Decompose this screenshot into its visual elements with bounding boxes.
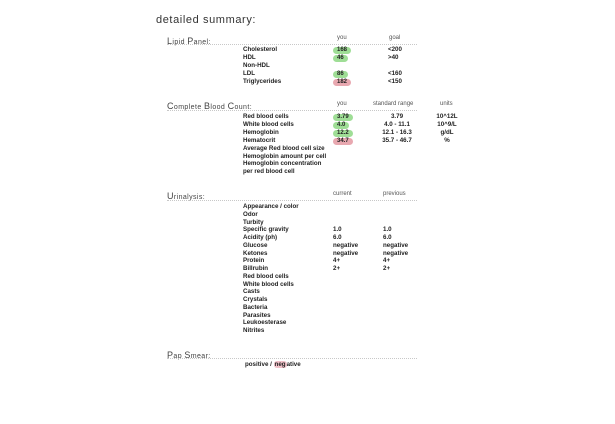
lipid-row-goal: >40 <box>388 53 399 61</box>
cbc-col-you: you <box>337 101 347 107</box>
cbc-row-label: Hematocrit <box>243 136 276 144</box>
urinalysis-col-current: current <box>333 191 352 197</box>
urinalysis-row-label: Nitrites <box>243 327 265 334</box>
urinalysis-row-previous: negative <box>383 241 409 249</box>
lipid-col-you: you <box>337 35 347 41</box>
pap-result: positive / negative <box>245 361 301 368</box>
cbc-divider <box>167 110 417 111</box>
urinalysis-row-current: 6.0 <box>333 234 342 241</box>
cbc-row-label: Hemoglobin concentration <box>243 160 322 168</box>
lipid-row-value <box>333 54 348 62</box>
urinalysis-row-label: Casts <box>243 288 260 296</box>
cbc-row-range: 4.0 - 11.1 <box>384 120 410 128</box>
urinalysis-row-label: Ketones <box>243 249 268 257</box>
urinalysis-row-label: Leukoesterase <box>243 319 287 327</box>
urinalysis-row-label: Protein <box>243 257 265 265</box>
urinalysis-row-current: 4+ <box>333 257 341 265</box>
cbc-row-value-pill: 12.2 <box>333 130 353 137</box>
cbc-row-units: 10^9/L <box>437 120 457 128</box>
urinalysis-col-previous: previous <box>383 191 406 197</box>
urinalysis-row-label: Specific gravity <box>243 226 289 234</box>
urinalysis-row-label: Crystals <box>243 296 268 303</box>
cbc-title: Complete Blood Count: <box>167 101 253 111</box>
urinalysis-row-previous: 6.0 <box>383 234 392 241</box>
lipid-row-label: LDL <box>243 69 256 77</box>
urinalysis-row-label: Billrubin <box>243 265 269 272</box>
lipid-row-value <box>333 46 351 54</box>
lipid-row-label: HDL <box>243 53 256 61</box>
urinalysis-divider <box>167 200 417 201</box>
page-title: detailed summary: <box>156 14 257 26</box>
cbc-row-value <box>333 113 353 121</box>
lipid-row-value-pill: 182 <box>333 79 351 86</box>
cbc-row-label: Hemoglobin <box>243 128 279 136</box>
cbc-col-range: standard range <box>373 101 414 107</box>
cbc-row-label: Red blood cells <box>243 113 289 120</box>
cbc-row-label: Average Red blood cell size <box>243 144 325 152</box>
cbc-row-range: 35.7 - 46.7 <box>382 136 412 144</box>
urinalysis-row-label: White blood cells <box>243 280 294 288</box>
lipid-row-label: Triglycerides <box>243 77 282 85</box>
lipid-row-value-pill: 86 <box>333 71 348 78</box>
cbc-row-value <box>333 129 353 137</box>
urinalysis-row-label: Parasites <box>243 311 271 319</box>
cbc-row-range: 3.79 <box>390 113 404 120</box>
urinalysis-row-previous: negative <box>383 249 409 257</box>
lipid-row-value <box>333 70 348 78</box>
lipid-row-value-pill: 46 <box>333 55 348 62</box>
urinalysis-row-current: negative <box>333 249 359 257</box>
pap-smear-title: Pap Smear: <box>167 350 211 360</box>
lipid-row-value <box>333 78 351 86</box>
urinalysis-row-label: Acidity (ph) <box>243 234 278 241</box>
urinalysis-row-label: Appearance / color <box>243 203 299 210</box>
cbc-row-value-pill: 3.79 <box>333 114 353 121</box>
lipid-row-goal: <160 <box>388 69 402 77</box>
urinalysis-row-current: 1.0 <box>333 226 342 234</box>
lipid-row-label: Cholesterol <box>243 46 278 53</box>
urinalysis-row-label: Turbity <box>243 218 264 226</box>
cbc-row-value-pill: 4.0 <box>333 122 349 129</box>
pap-divider <box>167 358 417 359</box>
urinalysis-title: Urinalysis: <box>167 191 206 201</box>
lipid-panel-title: Lipid Panel: <box>167 36 211 46</box>
lipid-row-goal: <150 <box>388 77 402 85</box>
cbc-row-units: 10^12L <box>436 113 458 120</box>
cbc-col-units: units <box>440 101 453 107</box>
urinalysis-row-previous: 4+ <box>383 257 391 265</box>
urinalysis-row-label: Odor <box>243 210 258 218</box>
urinalysis-row-label: Glucose <box>243 241 268 249</box>
cbc-row-label: Hemoglobin amount per cell <box>243 152 327 160</box>
cbc-row-label: per red blood cell <box>243 168 295 176</box>
cbc-row-range: 12.1 - 16.3 <box>382 128 412 136</box>
cbc-row-units: % <box>444 136 450 144</box>
lipid-divider <box>167 44 417 45</box>
urinalysis-row-label: Bacteria <box>243 303 268 311</box>
cbc-row-value-pill: 34.7 <box>333 138 353 145</box>
lipid-row-label: Non-HDL <box>243 61 270 69</box>
urinalysis-row-previous: 2+ <box>383 265 391 272</box>
urinalysis-row-previous: 1.0 <box>383 226 392 234</box>
urinalysis-row-label: Red blood cells <box>243 272 289 280</box>
cbc-row-units: g/dL <box>440 128 454 136</box>
urinalysis-row-current: negative <box>333 241 359 249</box>
lipid-row-goal: <200 <box>388 46 402 53</box>
cbc-row-label: White blood cells <box>243 120 294 128</box>
cbc-row-value <box>333 121 349 129</box>
urinalysis-row-current: 2+ <box>333 265 341 272</box>
lipid-col-goal: goal <box>389 35 401 41</box>
cbc-row-value <box>333 137 353 145</box>
lipid-row-value-pill: 168 <box>333 47 351 54</box>
